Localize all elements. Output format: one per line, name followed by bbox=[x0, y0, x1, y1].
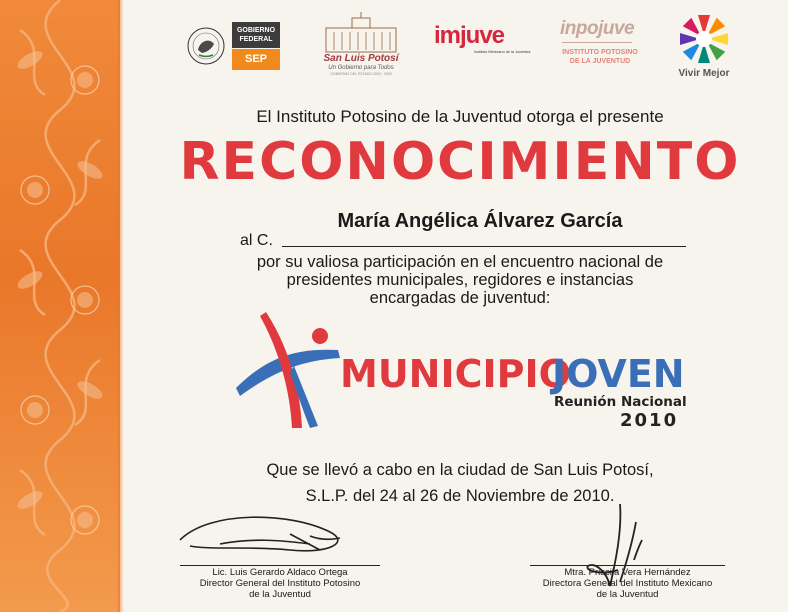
event-word-municipio: MUNICIPIO bbox=[340, 352, 571, 396]
left-signatory bbox=[180, 567, 380, 600]
san-luis-potosi-logo bbox=[318, 12, 404, 82]
mexico-seal-logo bbox=[186, 26, 226, 66]
inpojuve-logo bbox=[558, 18, 648, 78]
inpojuve-wordmark: inpojuve bbox=[560, 18, 635, 39]
slp-tagline: Un Gobierno para Todos bbox=[328, 65, 394, 71]
stripe-edge bbox=[118, 0, 124, 612]
certificate-title: RECONOCIMIENTO bbox=[179, 132, 741, 192]
logos-header bbox=[170, 12, 760, 92]
body-line-2: presidentes municipales, regidores e instancias bbox=[286, 271, 634, 289]
left-signature-line bbox=[180, 565, 380, 566]
municipio-joven-figure-icon bbox=[228, 306, 348, 430]
municipio-joven-logo bbox=[228, 306, 698, 436]
event-word-joven: JOVEN bbox=[552, 352, 685, 396]
gobierno-federal-label: GOBIERNO FEDERAL bbox=[232, 22, 280, 48]
intro-text: El Instituto Potosino de la Juventud otorga el presente bbox=[256, 107, 664, 126]
decorative-border-stripe bbox=[0, 0, 120, 612]
government-palace-icon bbox=[318, 12, 404, 54]
slp-small: GOBIERNO DEL ESTADO 2003 - 2009 bbox=[330, 72, 392, 76]
al-c-label: al C. bbox=[240, 232, 273, 249]
closing-line-2: S.L.P. del 24 al 26 de Noviembre de 2010. bbox=[305, 487, 615, 505]
inpojuve-sub1: INSTITUTO POTOSINO bbox=[562, 49, 638, 56]
right-signature-line bbox=[530, 565, 725, 566]
inpojuve-rule bbox=[562, 42, 632, 43]
imjuve-logo bbox=[434, 22, 531, 62]
inpojuve-sub2: DE LA JUVENTUD bbox=[569, 58, 631, 65]
imjuve-subtitle: Instituto Mexicano de la Juventud bbox=[474, 50, 531, 54]
eagle-seal-icon bbox=[186, 26, 226, 66]
closing-line-1: Que se llevó a cabo en la ciudad de San Luis Potosí, bbox=[266, 461, 654, 479]
slp-name: San Luis Potosí bbox=[323, 53, 399, 64]
event-subtitle: Reunión Nacional bbox=[554, 394, 687, 410]
floral-pattern-icon bbox=[0, 0, 120, 612]
right-signatory-title-2: de la Juventud bbox=[596, 589, 659, 600]
vivir-mejor-label: Vivir Mejor bbox=[678, 68, 730, 79]
right-signatory-title: Directora General del Instituto Mexicano bbox=[542, 578, 713, 589]
event-year: 2010 bbox=[620, 410, 679, 431]
left-signature-icon bbox=[170, 510, 370, 560]
recipient-underline bbox=[282, 246, 686, 247]
left-signatory-title: Director General del Instituto Potosino bbox=[199, 578, 361, 589]
right-signatory bbox=[530, 567, 725, 600]
vivir-mejor-logo bbox=[672, 12, 736, 82]
imjuve-wordmark: imjuve bbox=[434, 22, 505, 49]
sep-logo bbox=[232, 22, 280, 70]
left-signatory-name: Lic. Luis Gerardo Aldaco Ortega bbox=[212, 567, 348, 578]
vivir-mejor-flower-icon bbox=[672, 12, 736, 64]
left-signatory-title-2: de la Juventud bbox=[249, 589, 311, 600]
body-line-3: encargadas de juventud: bbox=[369, 289, 551, 307]
sep-label: SEP bbox=[232, 49, 280, 70]
right-signatory-name: Mtra. Priscila Vera Hernández bbox=[564, 567, 691, 578]
body-line-1: por su valiosa participación en el encuentro nacional de bbox=[256, 253, 664, 271]
body-text bbox=[140, 253, 780, 307]
closing-text bbox=[140, 457, 780, 509]
recipient-name: María Angélica Álvarez García bbox=[337, 210, 623, 232]
